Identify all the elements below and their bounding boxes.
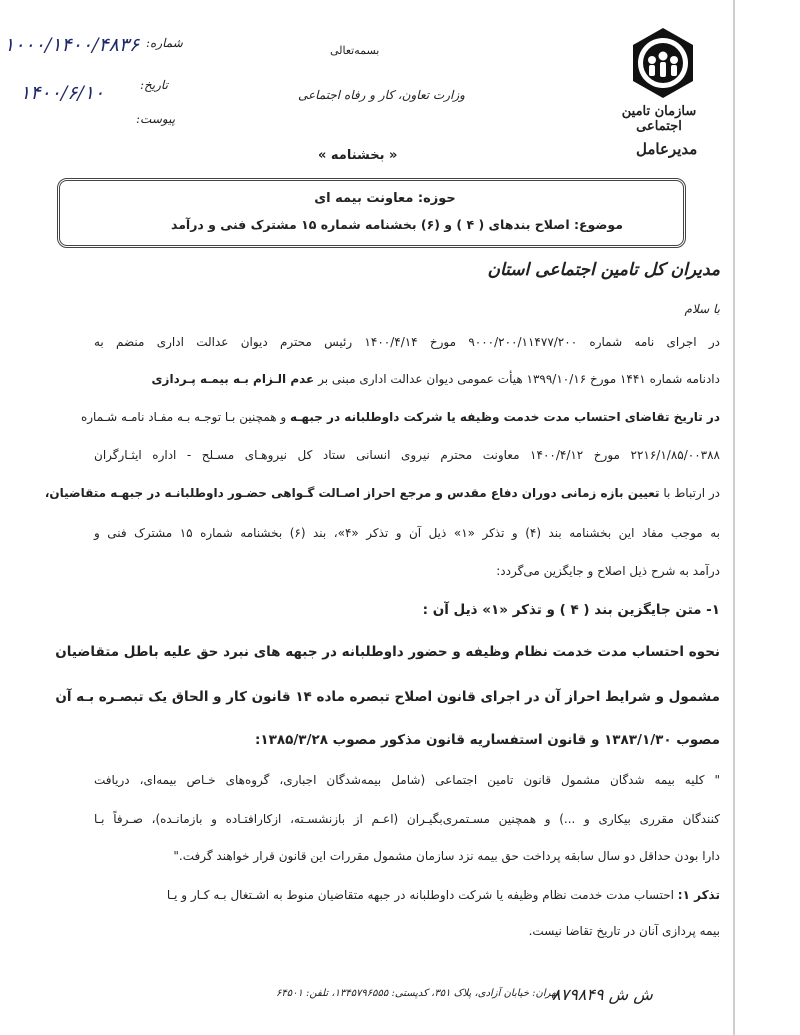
- note-line: بیمه پردازی آنان در تاریخ تقاضا نیست.: [528, 924, 720, 938]
- circular-title: « بخشنامه »: [318, 148, 398, 163]
- quote-line: دارا بودن حداقل دو سال سابقه پرداخت حق بیمه نزد سازمان مشمول مقررات این قانون قرار خواهند گرفت.": [173, 849, 720, 863]
- emphasis-text: عدم الـزام بـه بیمـه پـردازی: [151, 372, 315, 386]
- addressee: مدیران کل تامین اجتماعی استان: [487, 260, 720, 280]
- subject-box: [57, 178, 686, 248]
- paragraph-line: ۲۲۱۶/۱/۸۵/۰۰۳۸۸ مورخ ۱۴۰۰/۴/۱۲ معاونت محترم نیروی انسانی ستاد کل نیروهـای مسـلح - اداره ایثـارگران: [94, 448, 720, 462]
- domain-line: حوزه: معاونت بیمه ای: [314, 191, 456, 206]
- organization-name: سازمان تامین اجتماعی: [621, 104, 697, 134]
- attachment-label: پیوست:: [136, 112, 176, 126]
- date-label: تاریخ:: [140, 78, 168, 92]
- handwritten-number: ۱۰۰۰/۱۴۰۰/۴۸۳۶: [4, 34, 140, 56]
- handwritten-date: ۱۴۰۰/۶/۱۰: [20, 82, 105, 104]
- greeting: با سلام: [684, 302, 720, 316]
- emphasis-text: تعیین بازه زمانی دوران دفاع مقدس و مرجع احراز اصـالت گـواهی حضـور داوطلبانـه در جبهـه متقاضیان،: [44, 486, 660, 500]
- section-body-line: مشمول و شرایط احراز آن در اجرای قانون اصلاح تبصره ماده ۱۴ قانون کار و الحاق یک تبصـره بـه آن: [55, 689, 720, 705]
- footer-address: تهران: خیابان آزادی، پلاک ۳۵۱، کدپستی: ۱۳۴۵۷۹۶۵۵۵، تلفن: ۶۴۵۰۱: [276, 988, 559, 999]
- section-body-line: نحوه احتساب مدت خدمت نظام وظیفه و حضور داوطلبانه در جبهه های نبرد حق علیه باطل متقاضیان: [55, 644, 720, 660]
- paragraph-line: دادنامه شماره ۱۴۴۱ مورخ ۱۳۹۹/۱۰/۱۶ هیأت عمومی دیوان عدالت اداری مبنی بر عدم الـزام بـه بیمـه پـردازی: [151, 372, 720, 386]
- logo-emblem-icon: [626, 26, 700, 100]
- paragraph-line: درآمد به شرح ذیل اصلاح و جایگزین می‌گردد:: [496, 564, 720, 578]
- basmala: بسمه‌تعالی: [330, 44, 380, 57]
- paragraph-line: در ارتباط با تعیین بازه زمانی دوران دفاع مقدس و مرجع احراز اصـالت گـواهی حضـور داوطلبانـه در جبهـه متقاضیان،: [44, 486, 720, 500]
- document-serial: ش ش ۸۷۹۸۴۹: [552, 985, 653, 1004]
- organization-logo: [620, 26, 710, 100]
- page-edge-rule: [733, 0, 735, 1035]
- section-body-line: مصوب ۱۳۸۳/۱/۳۰ و قانون استفساریه قانون مذکور مصوب ۱۳۸۵/۳/۲۸:: [254, 732, 720, 748]
- paragraph-line: در اجرای نامه شماره ۹۰۰۰/۲۰۰/۱۱۴۷۷/۲۰۰ مورخ ۱۴۰۰/۴/۱۴ رئیس محترم دیوان عدالت اداری منضم به: [94, 335, 721, 349]
- subject-line: موضوع: اصلاح بندهای ( ۴ ) و (۶) بخشنامه شماره ۱۵ مشترک فنی و درآمد: [170, 217, 623, 232]
- quote-line: کنندگان مقرری بیکاری و ...) و همچنین مسـتمری‌بگیـران (اعـم از بازنشسـته، ازکارافتـاده و بازمانـده)، صـرفاً بـا: [94, 812, 720, 826]
- number-label: شماره:: [146, 36, 183, 50]
- note-line: تذکر ۱: احتساب مدت خدمت نظام وظیفه یا شرکت داوطلبانه در جبهه متقاضیان منوط به اشـتغال بـه کـار و یـا: [166, 888, 720, 902]
- quote-line: " کلیه بیمه شدگان مشمول قانون تامین اجتماعی (شامل بیمه‌شدگان اجباری، گروه‌های خـاص بیمه‌ای، دریافت: [94, 773, 720, 787]
- section-heading: ۱- متن جایگزین بند ( ۴ ) و تذکر «۱» ذیل آن :: [422, 602, 720, 618]
- ministry-name: وزارت تعاون، کار و رفاه اجتماعی: [298, 88, 465, 102]
- emphasis-text: در تاریخ تقاضای احتساب مدت خدمت وظیفه یا شرکت داوطلبانه در جبهـه: [290, 410, 720, 424]
- paragraph-line: به موجب مفاد این بخشنامه بند (۴) و تذکر «۱» ذیل آن و تذکر «۴»، بند (۶) بخشنامه شماره ۱۵ مشترک فنی و: [94, 526, 720, 540]
- note-label: تذکر ۱:: [677, 888, 720, 902]
- director-signature-mark: مدیرعامل: [636, 140, 698, 158]
- paragraph-line: در تاریخ تقاضای احتساب مدت خدمت وظیفه یا شرکت داوطلبانه در جبهـه و همچنین بـا توجـه بـه مفـاد نامـه شـماره: [80, 410, 720, 424]
